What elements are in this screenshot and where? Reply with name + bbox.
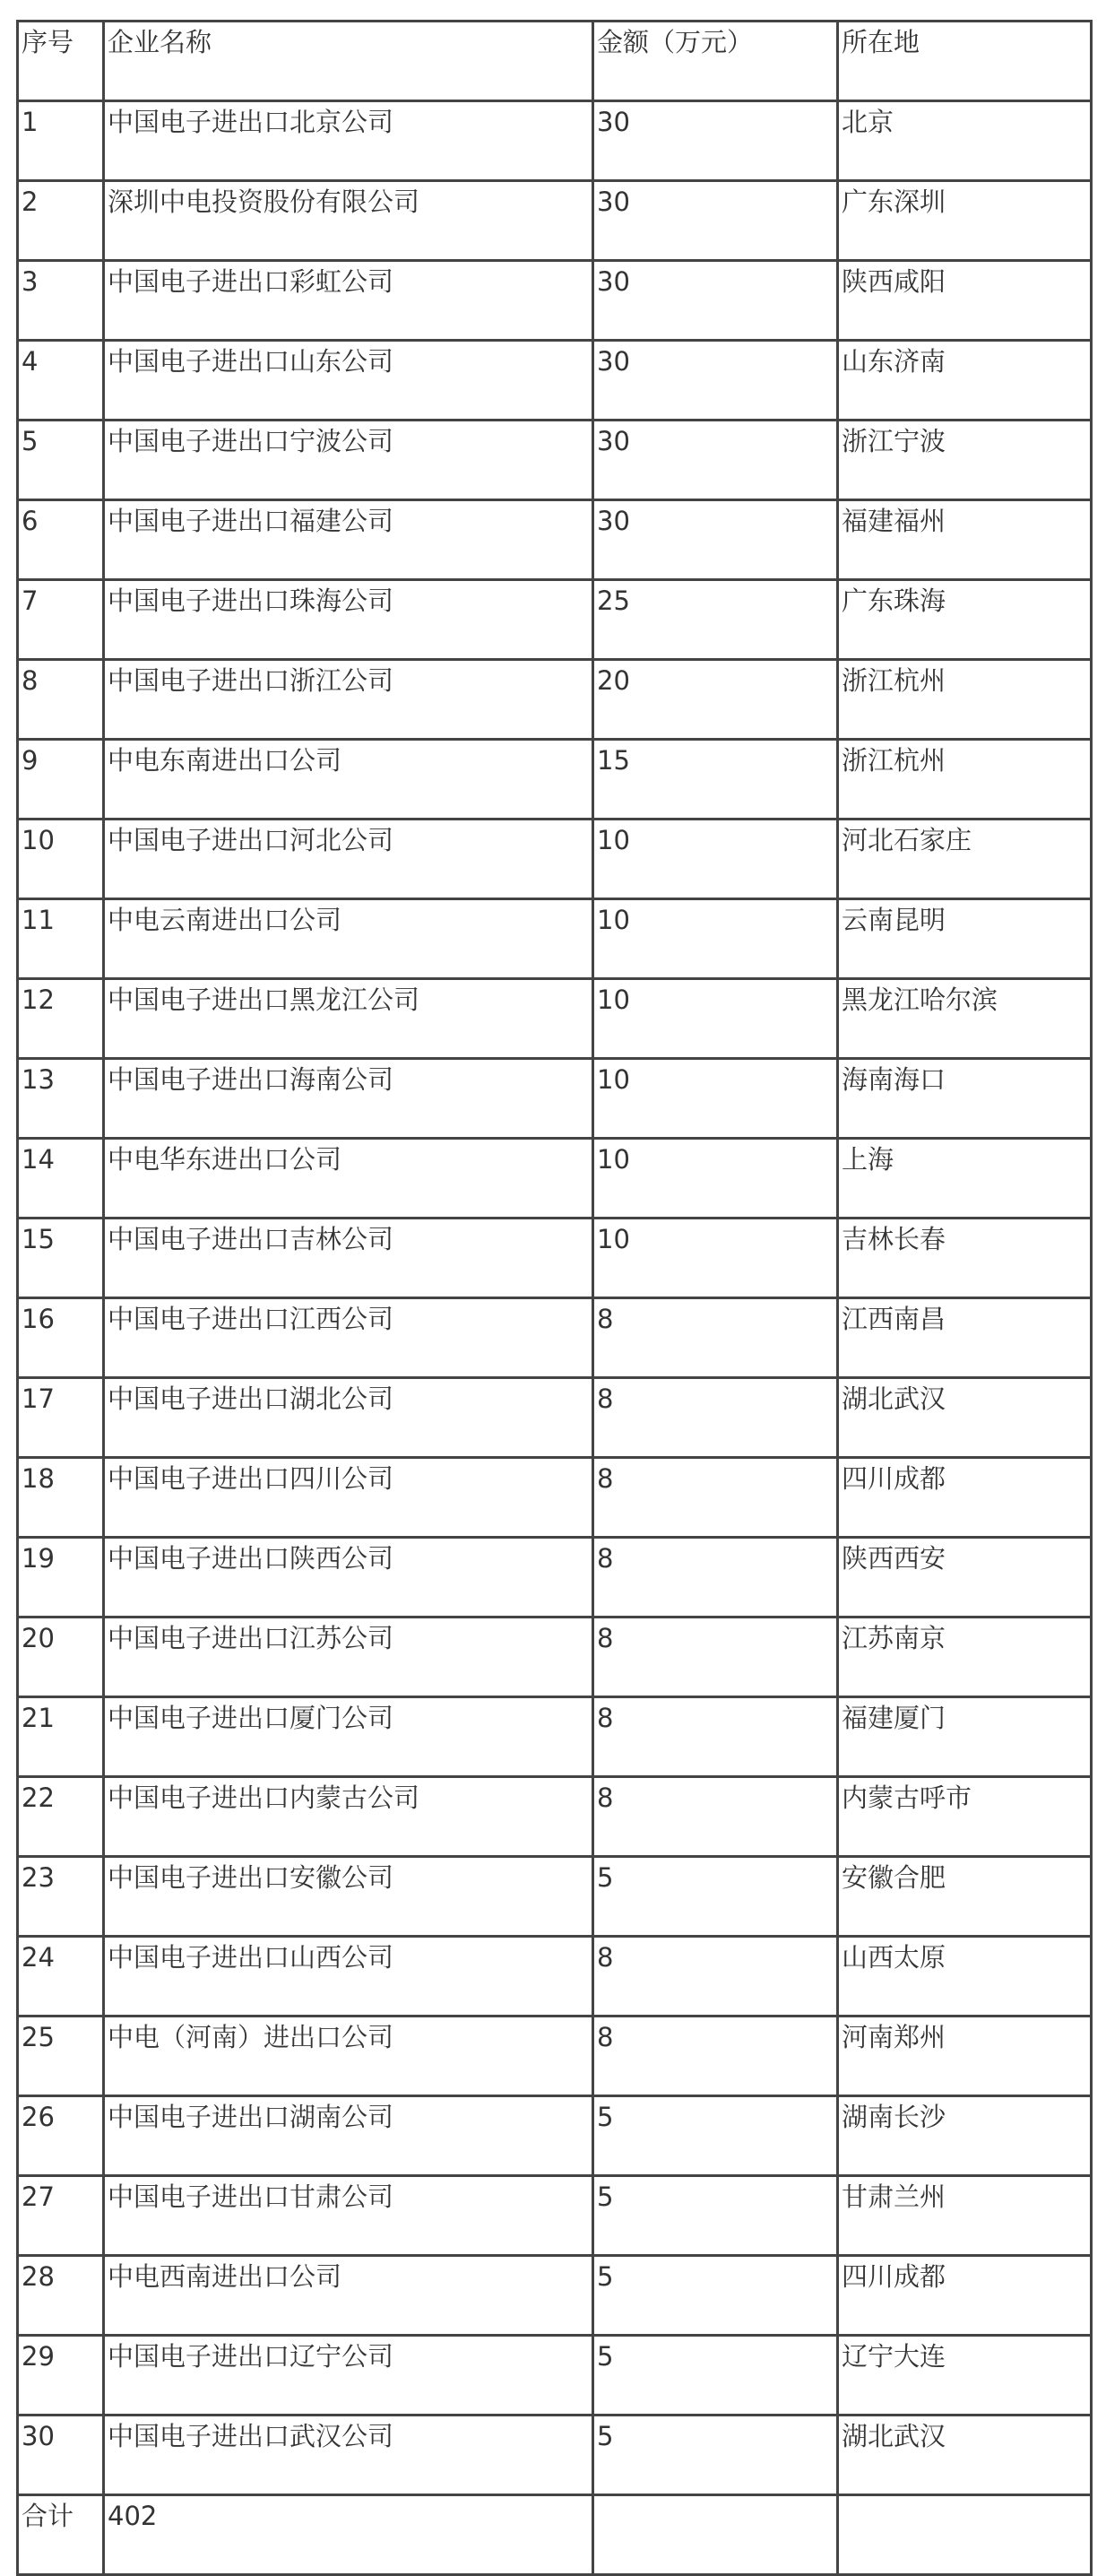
location-cell: 福建厦门 xyxy=(838,1697,1092,1777)
location-cell: 湖北武汉 xyxy=(838,1378,1092,1458)
table-row xyxy=(18,979,1092,1059)
company-name-cell: 中国电子进出口珠海公司 xyxy=(104,580,593,660)
company-name-cell: 中国电子进出口福建公司 xyxy=(104,500,593,580)
row-index-cell: 6 xyxy=(18,500,104,580)
amount-cell: 10 xyxy=(593,820,838,899)
location-cell: 甘肃兰州 xyxy=(838,2176,1092,2256)
row-index-cell: 8 xyxy=(18,660,104,740)
location-cell: 广东珠海 xyxy=(838,580,1092,660)
location-cell: 浙江宁波 xyxy=(838,421,1092,500)
row-index-cell: 9 xyxy=(18,740,104,820)
total-row xyxy=(18,2495,1092,2575)
table-row xyxy=(18,261,1092,341)
table-row xyxy=(18,1378,1092,1458)
location-cell: 山东济南 xyxy=(838,341,1092,421)
row-index-cell: 12 xyxy=(18,979,104,1059)
location-cell: 上海 xyxy=(838,1139,1092,1219)
amount-cell: 5 xyxy=(593,2256,838,2336)
row-index-cell: 7 xyxy=(18,580,104,660)
amount-cell: 20 xyxy=(593,660,838,740)
table-row xyxy=(18,181,1092,261)
table-row xyxy=(18,740,1092,820)
table-row xyxy=(18,1219,1092,1298)
amount-cell: 30 xyxy=(593,421,838,500)
total-empty-cell xyxy=(838,2495,1092,2575)
row-index-cell: 25 xyxy=(18,2017,104,2096)
company-name-cell: 中国电子进出口湖南公司 xyxy=(104,2096,593,2176)
company-name-cell: 中国电子进出口宁波公司 xyxy=(104,421,593,500)
company-name-cell: 中电（河南）进出口公司 xyxy=(104,2017,593,2096)
table-row xyxy=(18,1777,1092,1857)
location-cell: 辽宁大连 xyxy=(838,2336,1092,2416)
table-row xyxy=(18,2096,1092,2176)
row-index-cell: 28 xyxy=(18,2256,104,2336)
row-index-cell: 14 xyxy=(18,1139,104,1219)
amount-cell: 10 xyxy=(593,899,838,979)
company-name-cell: 中国电子进出口厦门公司 xyxy=(104,1697,593,1777)
location-cell: 江苏南京 xyxy=(838,1618,1092,1697)
company-name-cell: 深圳中电投资股份有限公司 xyxy=(104,181,593,261)
company-name-cell: 中国电子进出口陕西公司 xyxy=(104,1538,593,1618)
table-row xyxy=(18,341,1092,421)
row-index-cell: 26 xyxy=(18,2096,104,2176)
row-index-cell: 15 xyxy=(18,1219,104,1298)
location-cell: 四川成都 xyxy=(838,2256,1092,2336)
row-index-cell: 16 xyxy=(18,1298,104,1378)
table-row xyxy=(18,580,1092,660)
header-cell-company: 企业名称 xyxy=(104,22,593,101)
amount-cell: 8 xyxy=(593,1618,838,1697)
amount-cell: 8 xyxy=(593,1777,838,1857)
table-row xyxy=(18,1458,1092,1538)
company-name-cell: 中国电子进出口浙江公司 xyxy=(104,660,593,740)
table-row xyxy=(18,1697,1092,1777)
amount-cell: 8 xyxy=(593,1458,838,1538)
amount-cell: 30 xyxy=(593,341,838,421)
row-index-cell: 23 xyxy=(18,1857,104,1937)
table-row xyxy=(18,2017,1092,2096)
table-row xyxy=(18,1937,1092,2017)
amount-cell: 5 xyxy=(593,1857,838,1937)
row-index-cell: 2 xyxy=(18,181,104,261)
row-index-cell: 19 xyxy=(18,1538,104,1618)
amount-cell: 30 xyxy=(593,500,838,580)
amount-cell: 5 xyxy=(593,2336,838,2416)
table-row xyxy=(18,1298,1092,1378)
company-name-cell: 中国电子进出口吉林公司 xyxy=(104,1219,593,1298)
row-index-cell: 30 xyxy=(18,2416,104,2495)
amount-cell: 8 xyxy=(593,1298,838,1378)
row-index-cell: 1 xyxy=(18,101,104,181)
header-cell-index: 序号 xyxy=(18,22,104,101)
location-cell: 江西南昌 xyxy=(838,1298,1092,1378)
table-row xyxy=(18,421,1092,500)
company-name-cell: 中国电子进出口北京公司 xyxy=(104,101,593,181)
company-name-cell: 中国电子进出口江苏公司 xyxy=(104,1618,593,1697)
row-index-cell: 4 xyxy=(18,341,104,421)
amount-cell: 8 xyxy=(593,1697,838,1777)
location-cell: 浙江杭州 xyxy=(838,660,1092,740)
row-index-cell: 18 xyxy=(18,1458,104,1538)
company-name-cell: 中国电子进出口山东公司 xyxy=(104,341,593,421)
amount-cell: 8 xyxy=(593,1538,838,1618)
location-cell: 浙江杭州 xyxy=(838,740,1092,820)
row-index-cell: 20 xyxy=(18,1618,104,1697)
location-cell: 吉林长春 xyxy=(838,1219,1092,1298)
table-row xyxy=(18,2416,1092,2495)
amount-cell: 10 xyxy=(593,1219,838,1298)
row-index-cell: 13 xyxy=(18,1059,104,1139)
company-name-cell: 中电东南进出口公司 xyxy=(104,740,593,820)
company-name-cell: 中电西南进出口公司 xyxy=(104,2256,593,2336)
location-cell: 河南郑州 xyxy=(838,2017,1092,2096)
amount-cell: 8 xyxy=(593,1937,838,2017)
location-cell: 陕西西安 xyxy=(838,1538,1092,1618)
row-index-cell: 10 xyxy=(18,820,104,899)
company-name-cell: 中国电子进出口武汉公司 xyxy=(104,2416,593,2495)
amount-cell: 30 xyxy=(593,101,838,181)
table-row xyxy=(18,660,1092,740)
table-body xyxy=(18,22,1092,2575)
company-name-cell: 中国电子进出口山西公司 xyxy=(104,1937,593,2017)
amount-cell: 5 xyxy=(593,2096,838,2176)
location-cell: 内蒙古呼市 xyxy=(838,1777,1092,1857)
amount-cell: 10 xyxy=(593,979,838,1059)
location-cell: 山西太原 xyxy=(838,1937,1092,2017)
row-index-cell: 21 xyxy=(18,1697,104,1777)
donation-table xyxy=(16,20,1093,2576)
row-index-cell: 17 xyxy=(18,1378,104,1458)
company-name-cell: 中国电子进出口甘肃公司 xyxy=(104,2176,593,2256)
location-cell: 北京 xyxy=(838,101,1092,181)
amount-cell: 15 xyxy=(593,740,838,820)
table-row xyxy=(18,101,1092,181)
row-index-cell: 3 xyxy=(18,261,104,341)
amount-cell: 5 xyxy=(593,2416,838,2495)
row-index-cell: 5 xyxy=(18,421,104,500)
amount-cell: 5 xyxy=(593,2176,838,2256)
amount-cell: 30 xyxy=(593,181,838,261)
company-name-cell: 中国电子进出口内蒙古公司 xyxy=(104,1777,593,1857)
table-row xyxy=(18,2176,1092,2256)
table-row xyxy=(18,820,1092,899)
location-cell: 陕西咸阳 xyxy=(838,261,1092,341)
total-label: 合计 xyxy=(18,2495,104,2575)
row-index-cell: 27 xyxy=(18,2176,104,2256)
amount-cell: 8 xyxy=(593,2017,838,2096)
amount-cell: 30 xyxy=(593,261,838,341)
table-row xyxy=(18,1857,1092,1937)
header-row xyxy=(18,22,1092,101)
row-index-cell: 11 xyxy=(18,899,104,979)
total-empty-cell xyxy=(593,2495,838,2575)
company-name-cell: 中国电子进出口海南公司 xyxy=(104,1059,593,1139)
company-name-cell: 中国电子进出口四川公司 xyxy=(104,1458,593,1538)
table-row xyxy=(18,1618,1092,1697)
amount-cell: 25 xyxy=(593,580,838,660)
table-row xyxy=(18,2256,1092,2336)
location-cell: 福建福州 xyxy=(838,500,1092,580)
table-row xyxy=(18,500,1092,580)
table-row xyxy=(18,899,1092,979)
row-index-cell: 29 xyxy=(18,2336,104,2416)
company-name-cell: 中电云南进出口公司 xyxy=(104,899,593,979)
location-cell: 广东深圳 xyxy=(838,181,1092,261)
location-cell: 湖南长沙 xyxy=(838,2096,1092,2176)
row-index-cell: 24 xyxy=(18,1937,104,2017)
location-cell: 海南海口 xyxy=(838,1059,1092,1139)
company-name-cell: 中电华东进出口公司 xyxy=(104,1139,593,1219)
header-cell-location: 所在地 xyxy=(838,22,1092,101)
header-cell-amount: 金额（万元） xyxy=(593,22,838,101)
company-name-cell: 中国电子进出口辽宁公司 xyxy=(104,2336,593,2416)
table-row xyxy=(18,1059,1092,1139)
row-index-cell: 22 xyxy=(18,1777,104,1857)
company-name-cell: 中国电子进出口彩虹公司 xyxy=(104,261,593,341)
amount-cell: 10 xyxy=(593,1139,838,1219)
table-row xyxy=(18,2336,1092,2416)
location-cell: 河北石家庄 xyxy=(838,820,1092,899)
company-name-cell: 中国电子进出口安徽公司 xyxy=(104,1857,593,1937)
location-cell: 四川成都 xyxy=(838,1458,1092,1538)
location-cell: 黑龙江哈尔滨 xyxy=(838,979,1092,1059)
company-name-cell: 中国电子进出口黑龙江公司 xyxy=(104,979,593,1059)
location-cell: 安徽合肥 xyxy=(838,1857,1092,1937)
table-row xyxy=(18,1538,1092,1618)
amount-cell: 8 xyxy=(593,1378,838,1458)
company-name-cell: 中国电子进出口河北公司 xyxy=(104,820,593,899)
total-amount: 402 xyxy=(104,2495,593,2575)
company-name-cell: 中国电子进出口湖北公司 xyxy=(104,1378,593,1458)
location-cell: 湖北武汉 xyxy=(838,2416,1092,2495)
table-row xyxy=(18,1139,1092,1219)
company-name-cell: 中国电子进出口江西公司 xyxy=(104,1298,593,1378)
amount-cell: 10 xyxy=(593,1059,838,1139)
location-cell: 云南昆明 xyxy=(838,899,1092,979)
